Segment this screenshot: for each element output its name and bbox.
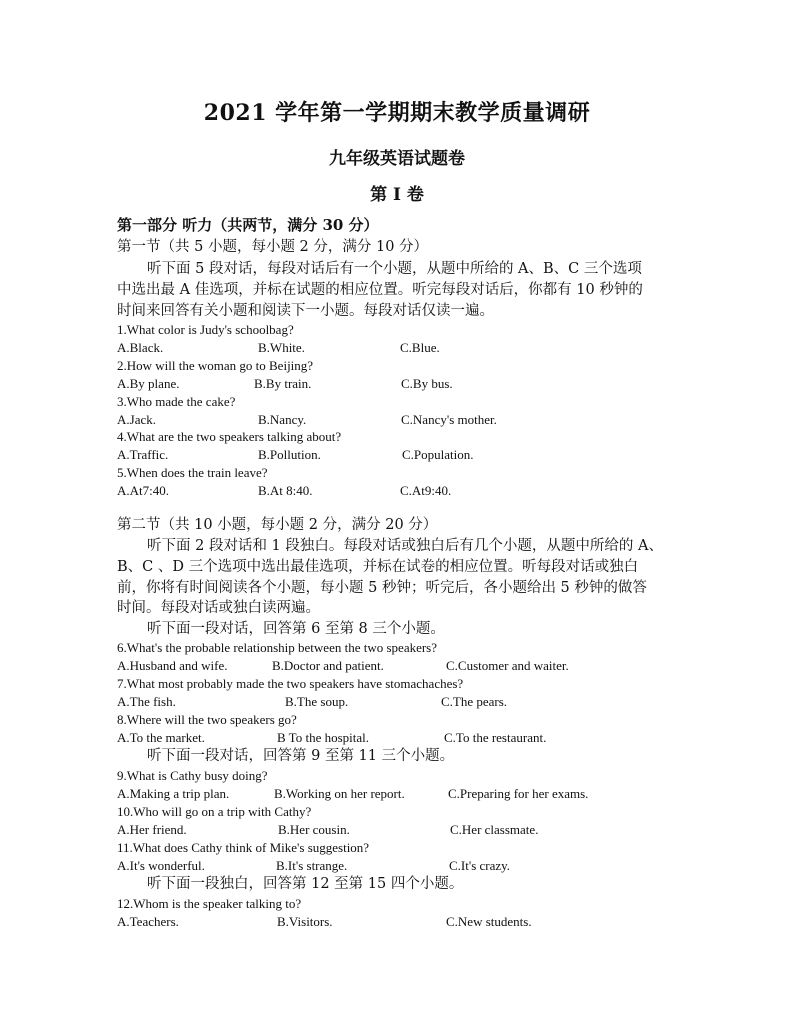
section2-instruction-1: 听下面 2 段对话和 1 段独白。每段对话或独白后有几个小题，从题中所给的 A、 (147, 538, 663, 554)
question-6: 6.What's the probable relationship between the two speakers? (117, 640, 438, 655)
q1-option-a: A.Black. (117, 340, 164, 355)
section1-instruction-2: 中选出最 A 佳选项，并标在试题的相应位置。听完每段对话后，你都有 10 秒钟的 (117, 282, 643, 298)
q8-option-b: B To the hospital. (277, 730, 370, 745)
question-3: 3.Who made the cake? (117, 394, 236, 409)
q11-option-c: C.It's crazy. (449, 858, 511, 873)
section2-heading: 第二节（共 10 小题，每小题 2 分，满分 20 分） (117, 517, 438, 533)
q6-option-b: B.Doctor and patient. (272, 658, 384, 673)
section1-instruction-3: 时间来回答有关小题和阅读下一小题。每段对话仅读一遍。 (117, 303, 494, 319)
exam-title: 2021 学年第一学期期末教学质量调研 (203, 100, 591, 126)
volume-label: 第 I 卷 (370, 185, 424, 205)
q8-option-a: A.To the market. (117, 730, 205, 745)
q2-option-a: A.By plane. (117, 376, 180, 391)
question-8: 8.Where will the two speakers go? (117, 712, 297, 727)
q6-option-a: A.Husband and wife. (117, 658, 228, 673)
q3-option-c: C.Nancy's mother. (401, 412, 497, 427)
question-9: 9.What is Cathy busy doing? (117, 768, 268, 783)
section1-heading: 第一节（共 5 小题，每小题 2 分，满分 10 分） (117, 239, 429, 255)
q9-option-a: A.Making a trip plan. (117, 786, 230, 801)
q6-option-c: C.Customer and waiter. (446, 658, 569, 673)
dialog1-cue: 听下面一段对话，回答第 6 至第 8 三个小题。 (147, 621, 445, 637)
q2-option-b: B.By train. (254, 376, 312, 391)
q7-option-b: B.The soup. (285, 694, 349, 709)
q10-option-b: B.Her cousin. (278, 822, 350, 837)
q9-option-c: C.Preparing for her exams. (448, 786, 589, 801)
q3-option-a: A.Jack. (117, 412, 156, 427)
dialog2-cue: 听下面一段对话，回答第 9 至第 11 三个小题。 (147, 748, 455, 764)
q10-option-c: C.Her classmate. (450, 822, 539, 837)
q4-option-c: C.Population. (402, 447, 474, 462)
q7-option-a: A.The fish. (117, 694, 176, 709)
q4-option-b: B.Pollution. (258, 447, 321, 462)
question-12: 12.Whom is the speaker talking to? (117, 896, 302, 911)
q12-option-a: A.Teachers. (117, 914, 179, 929)
exam-subtitle: 九年级英语试题卷 (329, 149, 465, 169)
section2-instruction-2: B、C 、D 三个选项中选出最佳选项，并标在试卷的相应位置。听每段对话或独白 (117, 559, 639, 575)
q12-option-b: B.Visitors. (277, 914, 333, 929)
q5-option-c: C.At9:40. (400, 483, 452, 498)
q1-option-b: B.White. (258, 340, 305, 355)
q10-option-a: A.Her friend. (117, 822, 187, 837)
q3-option-b: B.Nancy. (258, 412, 307, 427)
section2-instruction-4: 时间。每段对话或独白读两遍。 (117, 600, 320, 616)
question-5: 5.When does the train leave? (117, 465, 268, 480)
q5-option-a: A.At7:40. (117, 483, 169, 498)
question-2: 2.How will the woman go to Beijing? (117, 358, 314, 373)
q9-option-b: B.Working on her report. (274, 786, 405, 801)
question-7: 7.What most probably made the two speakers have stomachaches? (117, 676, 464, 691)
q5-option-b: B.At 8:40. (258, 483, 313, 498)
question-4: 4.What are the two speakers talking about? (117, 429, 342, 444)
q12-option-c: C.New students. (446, 914, 532, 929)
q1-option-c: C.Blue. (400, 340, 440, 355)
question-11: 11.What does Cathy think of Mike's suggestion? (117, 840, 370, 855)
q8-option-c: C.To the restaurant. (444, 730, 547, 745)
section2-instruction-3: 前，你将有时间阅读各个小题，每小题 5 秒钟；听完后，各小题给出 5 秒钟的做答 (117, 580, 647, 596)
q11-option-b: B.It's strange. (276, 858, 348, 873)
monologue-cue: 听下面一段独白，回答第 12 至第 15 四个小题。 (147, 876, 464, 892)
question-1: 1.What color is Judy's schoolbag? (117, 322, 294, 337)
q2-option-c: C.By bus. (401, 376, 453, 391)
part1-heading: 第一部分 听力（共两节，满分 30 分） (117, 216, 379, 234)
q7-option-c: C.The pears. (441, 694, 508, 709)
question-10: 10.Who will go on a trip with Cathy? (117, 804, 312, 819)
q11-option-a: A.It's wonderful. (117, 858, 205, 873)
section1-instruction-1: 听下面 5 段对话，每段对话后有一个小题，从题中所给的 A、B、C 三个选项 (147, 261, 642, 277)
q4-option-a: A.Traffic. (117, 447, 169, 462)
